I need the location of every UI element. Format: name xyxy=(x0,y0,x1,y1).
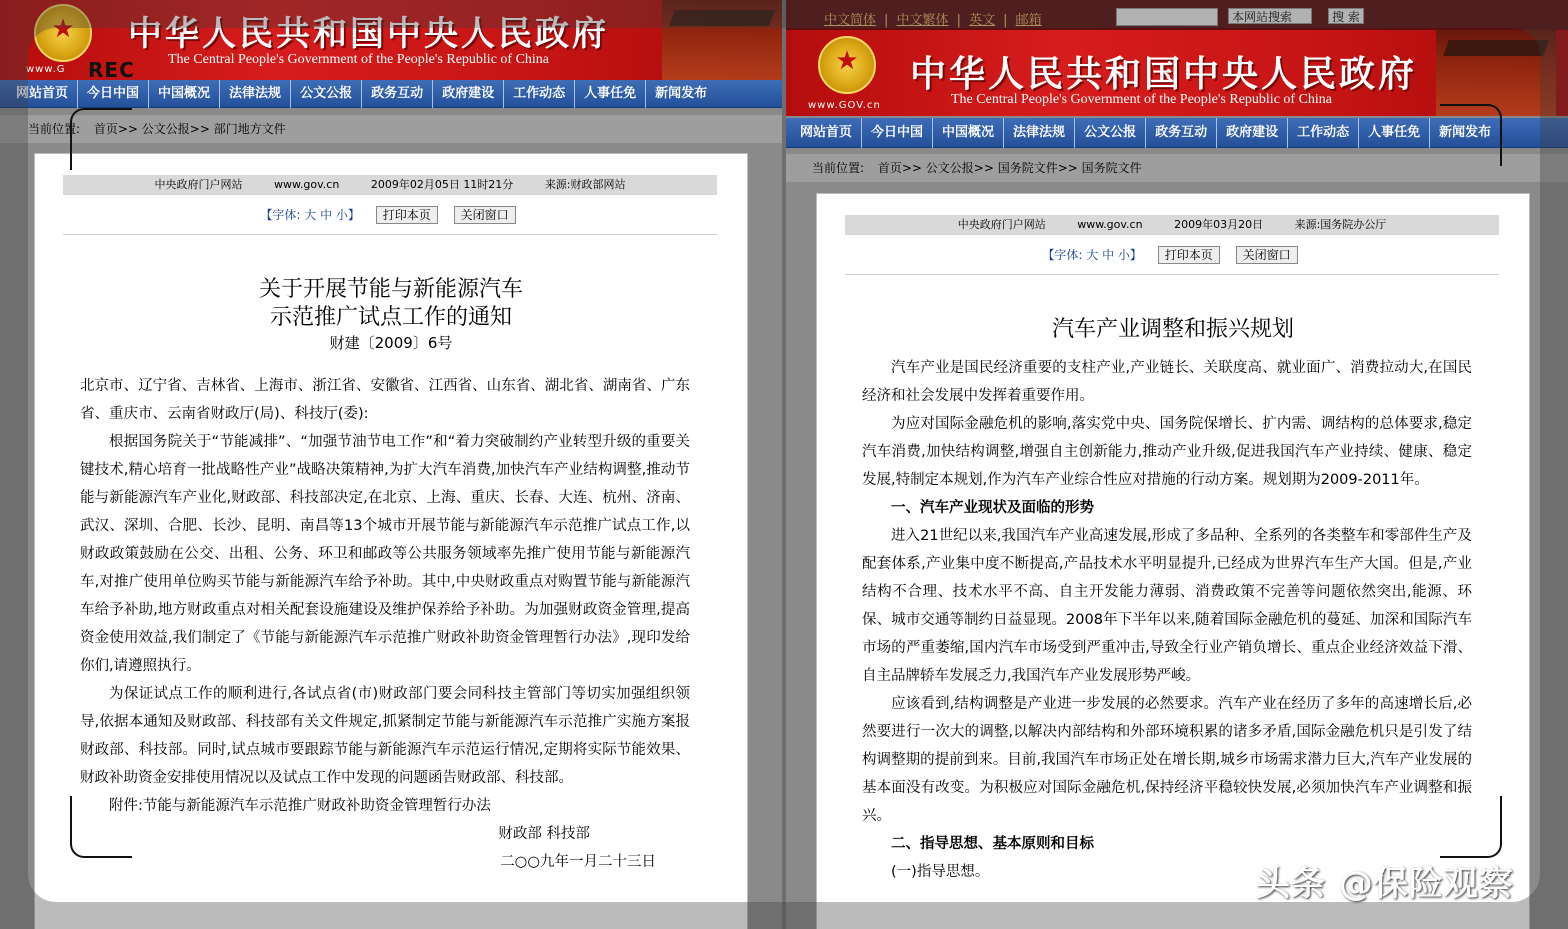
close-window-button[interactable]: 关闭窗口 xyxy=(1236,246,1298,264)
signer: 财政部 科技部 xyxy=(498,826,590,842)
search-scope-select[interactable]: 本网站搜索 xyxy=(1228,8,1312,24)
nav-today-china[interactable]: 今日中国 xyxy=(861,118,932,148)
font-size-selector[interactable]: 【字体: 大 中 小】 xyxy=(260,208,360,222)
meta-source-site: 中央政府门户网站 xyxy=(154,178,243,191)
article-tools xyxy=(817,246,1529,264)
rec-indicator: REC xyxy=(88,58,135,80)
meta-url: www.gov.cn xyxy=(1077,218,1143,231)
meta-origin: 来源:国务院办公厅 xyxy=(1294,218,1387,231)
utility-bar xyxy=(786,0,1568,30)
nav-home[interactable]: 网站首页 xyxy=(800,125,853,140)
nav-china-overview[interactable]: 中国概况 xyxy=(932,118,1003,148)
divider xyxy=(845,274,1499,275)
banner-title-cn: 中华人民共和国中央人民政府 xyxy=(910,53,1418,95)
viewfinder-corner xyxy=(1440,796,1502,858)
nav-press[interactable]: 新闻发布 xyxy=(1429,118,1500,148)
article-card xyxy=(816,193,1530,929)
nav-home[interactable]: 网站首页 xyxy=(16,86,69,101)
nav-documents[interactable]: 公文公报 xyxy=(290,80,361,108)
link-traditional-chinese[interactable]: 中文繁体 xyxy=(896,13,949,28)
close-window-button[interactable]: 关闭窗口 xyxy=(454,206,516,224)
main-nav xyxy=(0,80,782,108)
breadcrumb-label: 当前位置: xyxy=(812,161,865,175)
nav-interaction[interactable]: 政务互动 xyxy=(1145,118,1216,148)
site-domain: www.G xyxy=(26,64,66,75)
banner-title-en: The Central People's Government of the People's Republic of China xyxy=(951,92,1333,107)
banner-title-cn: 中华人民共和国中央人民政府 xyxy=(128,14,609,54)
nav-work-news[interactable]: 工作动态 xyxy=(503,80,574,108)
nav-gov-building[interactable]: 政府建设 xyxy=(1216,118,1287,148)
article-body xyxy=(80,372,690,876)
nav-today-china[interactable]: 今日中国 xyxy=(77,80,148,108)
tiananmen-gate-icon xyxy=(662,0,782,80)
font-size-selector[interactable]: 【字体: 大 中 小】 xyxy=(1042,248,1142,262)
paragraph: 应该看到,结构调整是产业进一步发展的必然要求。汽车产业在经历了多年的高速增长后,必然要进行一次大的调整,以解决内部结构和外部环境积累的诸多矛盾,国际金融危机只是引发了结构调整期的提前到来。目前,我国汽车市场正处在增长期,城乡市场需求潜力巨大,汽车产业发展的基本面没有改变。为积极应对国际金融危机,保持经济平稳较快发展,必须加快汽车产业调整和振兴。 xyxy=(862,696,1472,824)
national-emblem-icon xyxy=(34,4,92,62)
breadcrumb-path[interactable]: 首页>> 公文公报>> 部门地方文件 xyxy=(93,122,286,136)
meta-datetime: 2009年02月05日 11时21分 xyxy=(370,178,514,191)
link-english[interactable]: 英文 xyxy=(969,13,996,28)
attachment: 附件:节能与新能源汽车示范推广财政补助资金管理暂行办法 xyxy=(109,798,491,814)
article-tools xyxy=(35,206,747,224)
article-body xyxy=(862,354,1472,886)
meta-source-site: 中央政府门户网站 xyxy=(957,218,1046,231)
nav-interaction[interactable]: 政务互动 xyxy=(361,80,432,108)
nav-china-overview[interactable]: 中国概况 xyxy=(148,80,219,108)
viewfinder-corner xyxy=(70,108,132,170)
paragraph: 为保证试点工作的顺利进行,各试点省(市)财政部门要会同科技主管部门等切实加强组织领导,依据本通知及财政部、科技部有关文件规定,抓紧制定节能与新能源汽车示范推广实施方案报财政部、科技部。同时,试点城市要跟踪节能与新能源汽车示范运行情况,定期将实际节能效果、财政补助资金安排使用情况以及试点工作中发现的问题函告财政部、科技部。 xyxy=(80,686,690,786)
nav-appointments[interactable]: 人事任免 xyxy=(574,80,645,108)
article-card xyxy=(34,153,748,929)
print-button[interactable]: 打印本页 xyxy=(376,206,438,224)
paragraph: 进入21世纪以来,我国汽车产业高速发展,形成了多品种、全系列的各类整车和零部件生产及配套体系,产业集中度不断提高,产品技术水平明显提升,已经成为世界汽车生产大国。但是,产业结构不合理、技术水平不高、自主开发能力薄弱、消费政策不完善等问题依然突出,能源、环保、城市交通等制约日益显现。2008年下半年以来,随着国际金融危机的蔓延、加深和国际汽车市场的严重萎缩,国内汽车市场受到严重冲击,导致全行业产销负增长、重点企业经济效益下滑、自主品牌轿车发展乏力,我国汽车产业发展形势严峻。 xyxy=(862,528,1472,684)
article-meta xyxy=(845,215,1499,235)
language-links: 中文简体 | 中文繁体 | 英文 | 邮箱 xyxy=(824,13,1042,28)
link-simplified-chinese[interactable]: 中文简体 xyxy=(824,13,877,28)
meta-datetime: 2009年03月20日 xyxy=(1174,218,1264,231)
article-title-line2: 示范推广试点工作的通知 xyxy=(269,305,512,330)
breadcrumb-path[interactable]: 首页>> 公文公报>> 国务院文件>> 国务院文件 xyxy=(877,161,1142,175)
section-heading: 二、指导思想、基本原则和目标 xyxy=(891,836,1094,852)
divider xyxy=(63,234,717,235)
nav-press[interactable]: 新闻发布 xyxy=(645,80,716,108)
meta-url: www.gov.cn xyxy=(273,178,340,191)
document-number: 财建〔2009〕6号 xyxy=(329,334,453,352)
nav-laws[interactable]: 法律法规 xyxy=(1003,118,1074,148)
print-button[interactable]: 打印本页 xyxy=(1158,246,1220,264)
site-banner xyxy=(0,0,782,80)
search-input[interactable] xyxy=(1116,8,1218,26)
issue-date: 二○○九年一月二十三日 xyxy=(500,854,656,870)
watermark: 头条 @保险观察 xyxy=(1256,864,1514,904)
banner-title-en: The Central People's Government of the People's Republic of China xyxy=(168,52,550,67)
article-title-line1: 关于开展节能与新能源汽车 xyxy=(258,277,523,302)
subsection-heading: (一)指导思想。 xyxy=(891,864,990,880)
nav-laws[interactable]: 法律法规 xyxy=(219,80,290,108)
article-title: 汽车产业调整和振兴规划 xyxy=(1051,317,1294,342)
nav-gov-building[interactable]: 政府建设 xyxy=(432,80,503,108)
breadcrumb-label: 当前位置: xyxy=(28,122,81,136)
site-domain: www.GOV.cn xyxy=(808,100,881,111)
nav-appointments[interactable]: 人事任免 xyxy=(1358,118,1429,148)
meta-origin: 来源:财政部网站 xyxy=(544,178,626,191)
article-meta xyxy=(63,175,717,195)
paragraph: 汽车产业是国民经济重要的支柱产业,产业链长、关联度高、就业面广、消费拉动大,在国民经济和社会发展中发挥着重要作用。 xyxy=(862,360,1472,404)
viewfinder-corner xyxy=(1440,104,1502,166)
addressee: 北京市、辽宁省、吉林省、上海市、浙江省、安徽省、江西省、山东省、湖北省、湖南省、广东省、重庆市、云南省财政厅(局)、科技厅(委): xyxy=(80,378,690,422)
national-emblem-icon xyxy=(818,36,876,94)
search-button[interactable]: 搜 索 xyxy=(1328,8,1364,24)
paragraph: 为应对国际金融危机的影响,落实党中央、国务院保增长、扩内需、调结构的总体要求,稳定汽车消费,加快结构调整,增强自主创新能力,推动产业升级,促进我国汽车产业持续、健康、稳定发展,特制定本规划,作为汽车产业综合性应对措施的行动方案。规划期为2009-2011年。 xyxy=(862,416,1472,488)
paragraph: 根据国务院关于“节能减排”、“加强节油节电工作”和“着力突破制约产业转型升级的重要关键技术,精心培育一批战略性产业”战略决策精神,为扩大汽车消费,加快汽车产业结构调整,推动节能与新能源汽车产业化,财政部、科技部决定,在北京、上海、重庆、长春、大连、杭州、济南、武汉、深圳、合肥、长沙、昆明、南昌等13个城市开展节能与新能源汽车示范推广试点工作,以财政政策鼓励在公交、出租、公务、环卫和邮政等公共服务领域率先推广使用节能与新能源汽车,对推广使用单位购买节能与新能源汽车给予补助。其中,中央财政重点对购置节能与新能源汽车给予补助,地方财政重点对相关配套设施建设及维护保养给予补助。为加强财政资金管理,提高资金使用效益,我们制定了《节能与新能源汽车示范推广财政补助资金管理暂行办法》,现印发给你们,请遵照执行。 xyxy=(80,434,690,674)
link-mailbox[interactable]: 邮箱 xyxy=(1015,13,1042,28)
nav-work-news[interactable]: 工作动态 xyxy=(1287,118,1358,148)
viewfinder-corner xyxy=(70,796,132,858)
section-heading: 一、汽车产业现状及面临的形势 xyxy=(891,500,1094,516)
nav-documents[interactable]: 公文公报 xyxy=(1074,118,1145,148)
